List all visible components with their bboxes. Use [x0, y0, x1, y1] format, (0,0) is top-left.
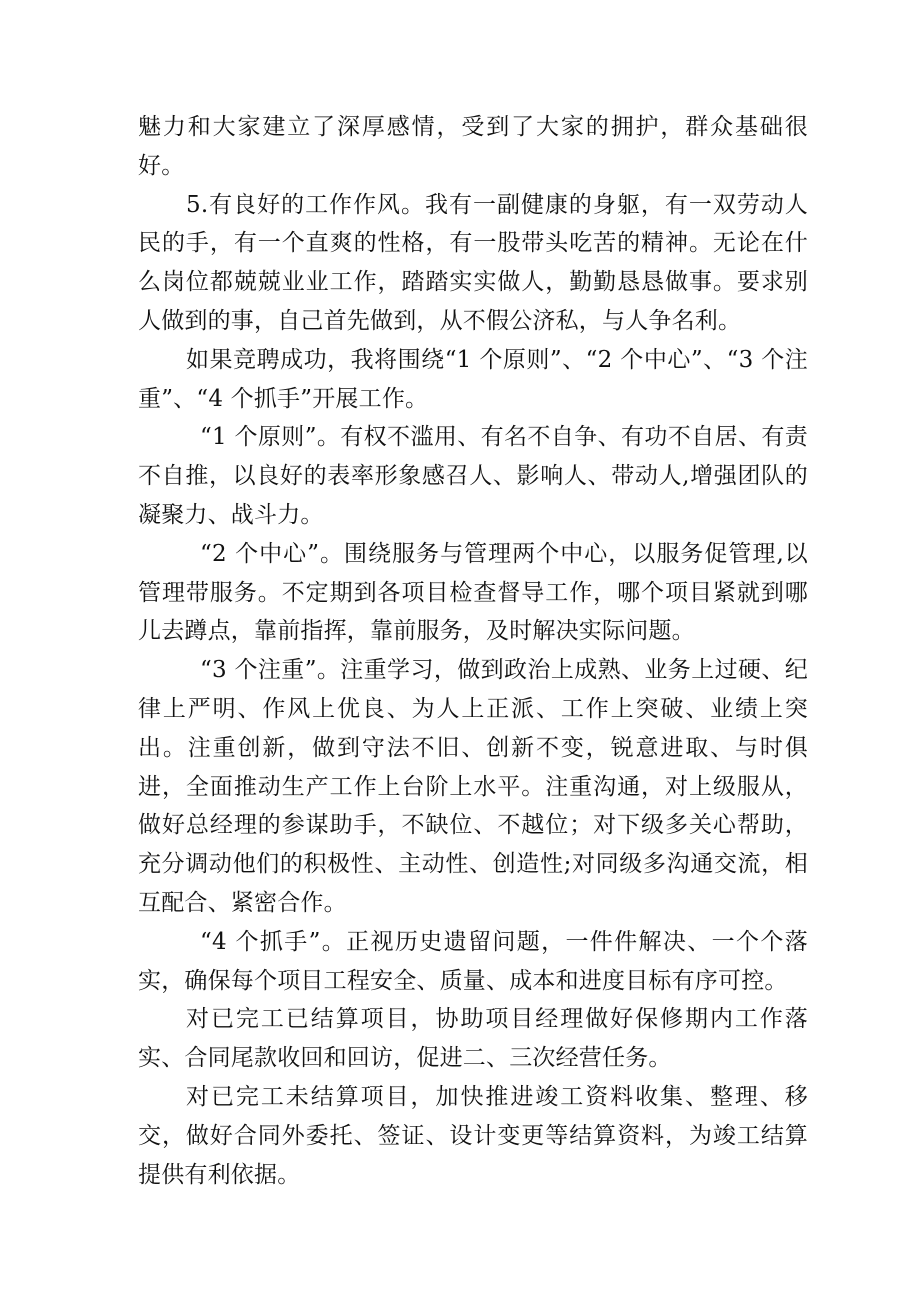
paragraph-two-centers: “2 个中心”。围绕服务与管理两个中心，以服务促管理,以管理带服务。不定期到各项目检查督导工作，哪个项目紧就到哪儿去蹲点，靠前指挥，靠前服务，及时解决实际问题。	[138, 540, 808, 645]
paragraph-work-plan: 如果竞聘成功，我将围绕“1 个原则”、“2 个中心”、“3 个注重”、“4 个抓手”开展工作。	[138, 346, 808, 412]
paragraph-three-focuses: “3 个注重”。注重学习，做到政治上成熟、业务上过硬、纪律上严明、作风上优良、为人上正派、工作上突破、业绩上突出。注重创新，做到守法不旧、创新不变，锐意进取、与时俱进，全面推动生产工作上台阶上水平。注重沟通，对上级服从，做好总经理的参谋助手，不缺位、不越位；对下级多关心帮助，充分调动他们的积极性、主动性、创造性;对同级多沟通交流，相互配合、紧密合作。	[138, 657, 808, 916]
paragraph-one-principle: “1 个原则”。有权不滥用、有名不自争、有功不自居、有责不自推，以良好的表率形象感召人、影响人、带动人,增强团队的凝聚力、战斗力。	[138, 424, 808, 528]
paragraph-settled-projects: 对已完工已结算项目，协助项目经理做好保修期内工作落实、合同尾款收回和回访，促进二、三次经营任务。	[138, 1006, 808, 1072]
paragraph-work-style: 5.有良好的工作作风。我有一副健康的身躯，有一双劳动人民的手，有一个直爽的性格，有一股带头吃苦的精神。无论在什么岗位都兢兢业业工作，踏踏实实做人，勤勤恳恳做事。要求别人做到的事，自己首先做到，从不假公济私，与人争名利。	[138, 191, 808, 334]
paragraph-unsettled-projects: 对已完工未结算项目，加快推进竣工资料收集、整理、移交，做好合同外委托、签证、设计变更等结算资料，为竣工结算提供有利依据。	[138, 1083, 808, 1188]
paragraph-continuation: 魅力和大家建立了深厚感情，受到了大家的拥护，群众基础很好。	[138, 114, 808, 179]
paragraph-four-handles: “4 个抓手”。正视历史遗留问题，一件件解决、一个个落实，确保每个项目工程安全、质量、成本和进度目标有序可控。	[138, 928, 808, 994]
document-body	[138, 108, 808, 1194]
